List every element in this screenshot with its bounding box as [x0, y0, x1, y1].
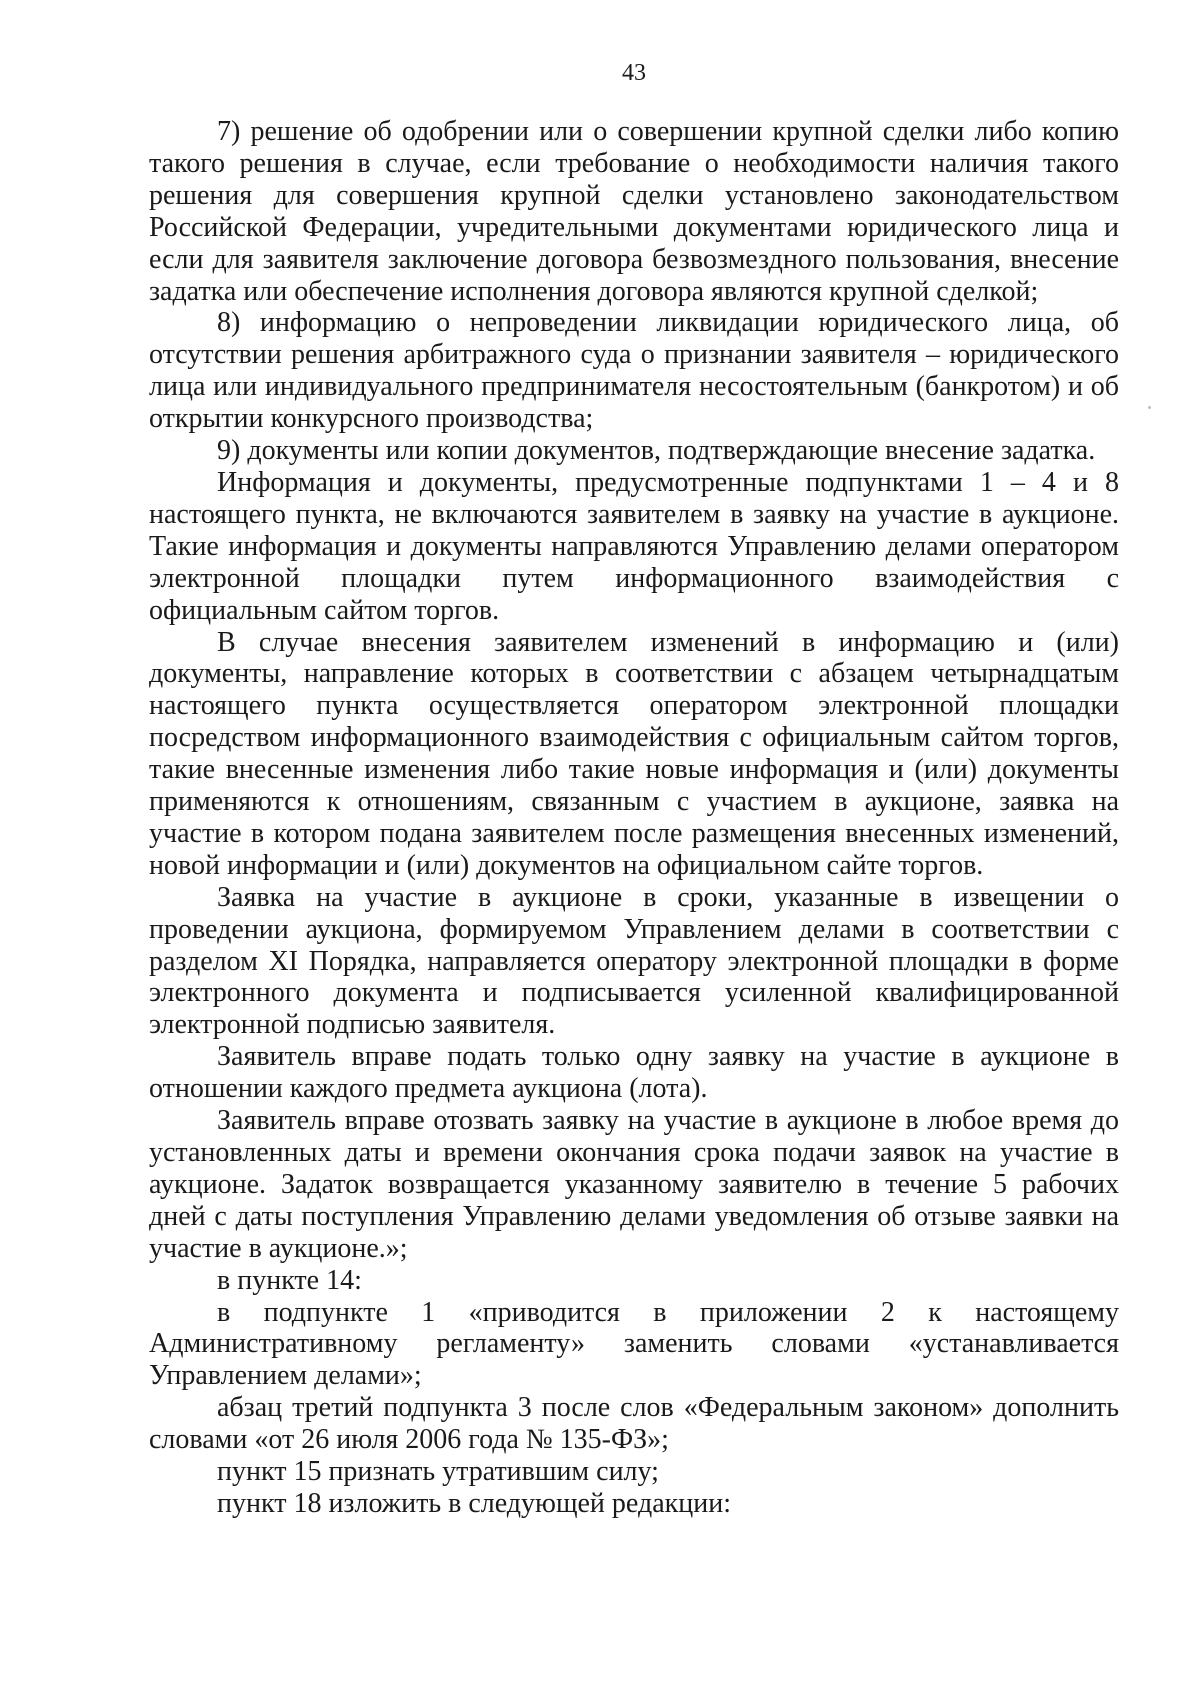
paragraph-point-18: пункт 18 изложить в следующей редакции: [217, 1487, 731, 1519]
paragraph-subpoint-3: абзац третий подпункта 3 после слов «Федеральным законом» дополнить словами «от 26 июля 2006 года № 135-ФЗ»; [149, 1392, 1119, 1456]
paragraph-point-15: пункт 15 признать утратившим силу; [217, 1456, 659, 1488]
paragraph-application-submission: Заявка на участие в аукционе в сроки, указанные в извещении о проведении аукциона, формируемом Управлением делами в соответствии с разделом XI Порядка, направляется оператору электронной площадки в форме электронного документа и подписывается усиленной квалифицированной электронной подписью заявителя. [149, 881, 1119, 1041]
paragraph-subpoint-1: в подпункте 1 «приводится в приложении 2 к настоящему Административному регламенту» заменить словами «устанавливается Управлением делами»; [149, 1296, 1119, 1392]
paragraph-item-8: 8) информацию о непроведении ликвидации юридического лица, об отсутствии решения арбитражного суда о признании заявителя – юридического лица или индивидуального предпринимателя несостоятельным (банкротом) и об открытии конкурсного производства; [149, 307, 1119, 435]
paragraph-changes: В случае внесения заявителем изменений в информацию и (или) документы, направление которых в соответствии с абзацем четырнадцатым настоящего пункта осуществляется оператором электронной площадки посредством информационного взаимодействия с официальным сайтом торгов, такие внесенные изменения либо такие новые информация и (или) документы применяются к отношениям, связанным с участием в аукционе, заявка на участие в котором подана заявителем после размещения внесенных изменений, новой информации и (или) документов на официальном сайте торгов. [149, 626, 1119, 881]
page-number: 43 [622, 60, 646, 86]
paragraph-withdraw-application: Заявитель вправе отозвать заявку на участие в аукционе в любое время до установленных даты и времени окончания срока подачи заявок на участие в аукционе. Задаток возвращается указанному заявителю в течение 5 рабочих дней с даты поступления Управлению делами уведомления об отзыве заявки на участие в аукционе.»; [149, 1105, 1119, 1264]
scan-artifact-dot [1148, 406, 1151, 409]
document-body [149, 116, 1119, 1520]
paragraph-information-documents: Информация и документы, предусмотренные подпунктами 1 – 4 и 8 настоящего пункта, не включаются заявителем в заявку на участие в аукционе. Такие информация и документы направляются Управлению делами оператором электронной площадки путем информационного взаимодействия с официальным сайтом торгов. [149, 466, 1119, 626]
paragraph-item-7: 7) решение об одобрении или о совершении крупной сделки либо копию такого решения в случае, если требование о необходимости наличия такого решения для совершения крупной сделки установлено законодательством Российской Федерации, учредительными документами юридического лица и если для заявителя заключение договора безвозмездного пользования, внесение задатка или обеспечение исполнения договора являются крупной сделкой; [149, 116, 1119, 307]
paragraph-single-application: Заявитель вправе подать только одну заявку на участие в аукционе в отношении каждого предмета аукциона (лота). [149, 1041, 1119, 1105]
paragraph-item-9: 9) документы или копии документов, подтверждающие внесение задатка. [217, 435, 1096, 467]
paragraph-point-14: в пункте 14: [217, 1264, 362, 1296]
